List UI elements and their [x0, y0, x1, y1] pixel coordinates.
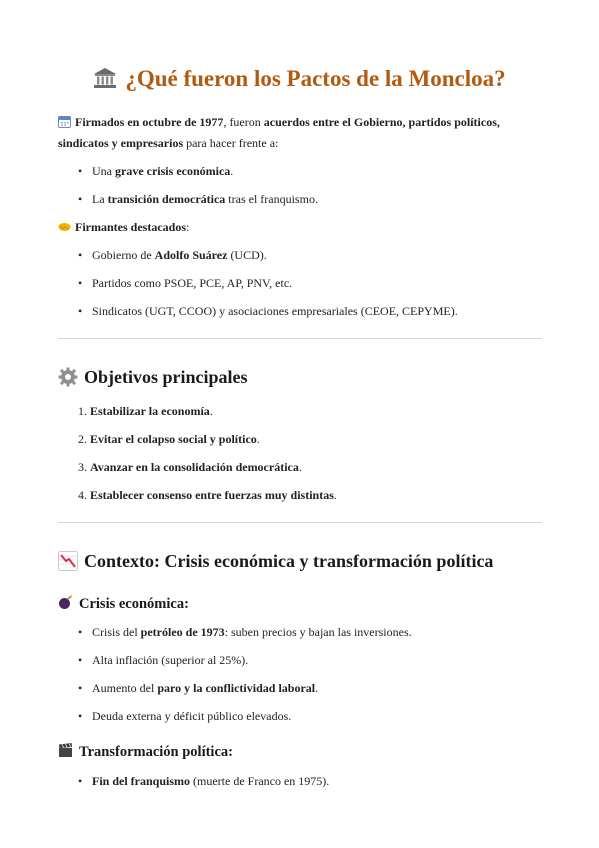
list-item: 4. Establecer consenso entre fuerzas muy distintas.: [78, 488, 337, 502]
list-item: • Fin del franquismo (muerte de Franco en 1975).: [78, 774, 330, 788]
list-item: • Sindicatos (UGT, CCOO) y asociaciones empresariales (CEOE, CEPYME).: [78, 304, 458, 318]
chart-decreasing-icon: [58, 551, 78, 571]
intro-line-2: [58, 136, 278, 151]
bomb-icon: [58, 595, 73, 610]
page-title: [0, 66, 599, 95]
handshake-icon: [58, 220, 71, 233]
intro-date: Firmados en octubre de 1977: [75, 115, 224, 129]
divider: [58, 338, 542, 339]
list-item: 2. Evitar el colapso social y político.: [78, 432, 260, 446]
gear-icon: [58, 367, 78, 387]
divider: [58, 522, 542, 523]
classical-building-icon: [93, 67, 117, 95]
page-title-text: ¿Qué fueron los Pactos de la Moncloa?: [125, 66, 506, 91]
list-item: • La transición democrática tras el franquismo.: [78, 192, 318, 206]
intro-agreement: acuerdos entre el Gobierno, partidos políticos,: [263, 115, 500, 129]
list-item: • Crisis del petróleo de 1973: suben precios y bajan las inversiones.: [78, 625, 412, 639]
intro-purpose: para hacer frente a:: [183, 136, 279, 150]
list-item: 3. Avanzar en la consolidación democrática.: [78, 460, 302, 474]
subheading-transformacion: Transformación política:: [58, 743, 233, 761]
section-heading-objetivos: Objetivos principales: [58, 367, 248, 388]
list-item: • Partidos como PSOE, PCE, AP, PNV, etc.: [78, 276, 293, 290]
intro-line-1: [58, 115, 500, 130]
intro-parties: sindicatos y empresarios: [58, 136, 184, 150]
list-item: • Aumento del paro y la conflictividad laboral.: [78, 681, 319, 695]
list-item: • Una grave crisis económica.: [78, 164, 234, 178]
intro-text: , fueron: [223, 115, 264, 129]
list-item: 1. Estabilizar la economía.: [78, 404, 213, 418]
list-item: • Deuda externa y déficit público elevados.: [78, 709, 292, 723]
subheading-crisis: Crisis económica:: [58, 595, 189, 613]
clapper-board-icon: [58, 743, 73, 758]
calendar-icon: [58, 115, 71, 128]
section-heading-contexto: Contexto: Crisis económica y transformación política: [58, 551, 493, 572]
list-item: • Gobierno de Adolfo Suárez (UCD).: [78, 248, 267, 262]
list-item: • Alta inflación (superior al 25%).: [78, 653, 249, 667]
firmantes-heading: Firmantes destacados:: [58, 220, 189, 235]
